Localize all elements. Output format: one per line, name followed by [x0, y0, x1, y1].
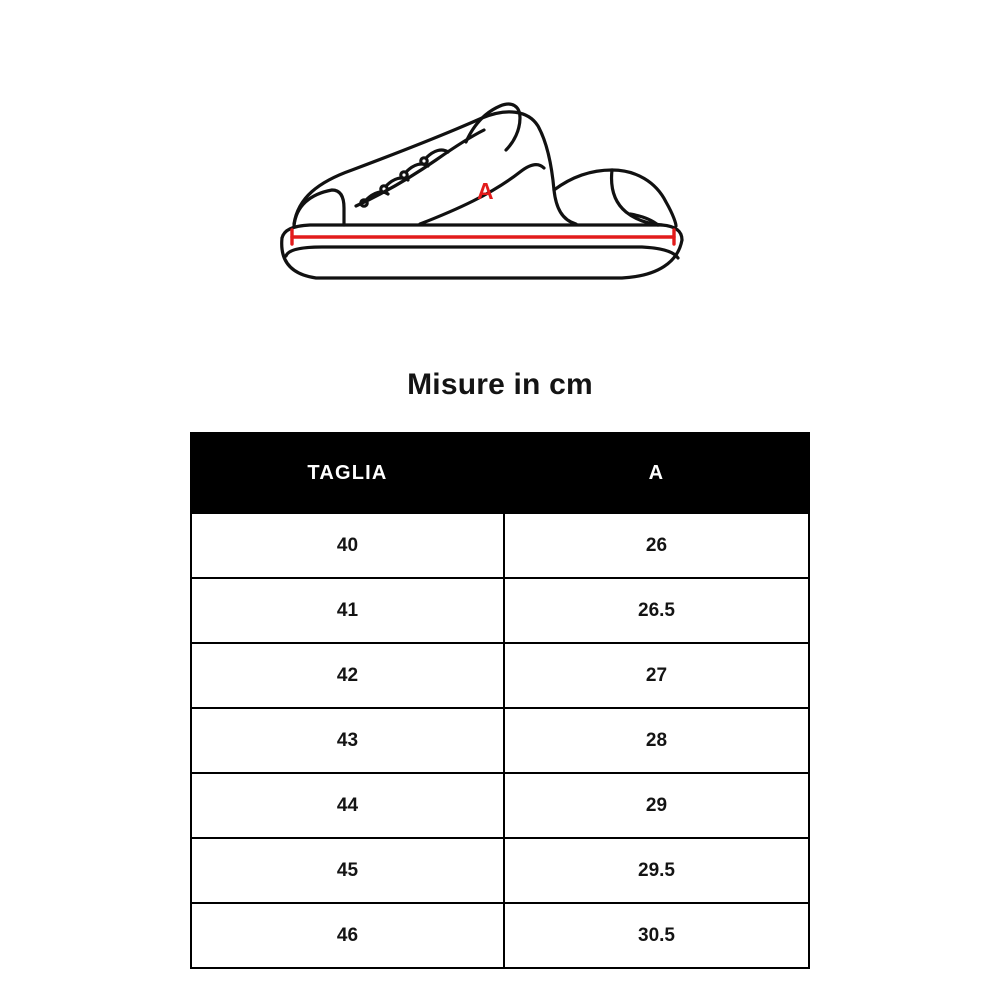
table-row: [191, 773, 809, 838]
column-header-a: A: [504, 433, 809, 513]
measure-label-a: A: [477, 178, 495, 204]
table-row: [191, 578, 809, 643]
cell-taglia: 42: [191, 643, 504, 708]
table-row: [191, 903, 809, 968]
cell-taglia: 45: [191, 838, 504, 903]
cell-taglia: 43: [191, 708, 504, 773]
cell-a: 29: [504, 773, 809, 838]
cell-a: 28: [504, 708, 809, 773]
sneaker-icon: [270, 90, 730, 340]
table-row: [191, 513, 809, 578]
measure-line-a: [292, 230, 674, 244]
cell-a: 26: [504, 513, 809, 578]
column-header-taglia: TAGLIA: [191, 433, 504, 513]
cell-a: 30.5: [504, 903, 809, 968]
table-row: [191, 643, 809, 708]
size-table-wrapper: [190, 432, 810, 969]
sneaker-illustration: [270, 90, 730, 340]
cell-taglia: 41: [191, 578, 504, 643]
size-table: [190, 432, 810, 969]
table-row: [191, 838, 809, 903]
cell-taglia: 46: [191, 903, 504, 968]
cell-taglia: 40: [191, 513, 504, 578]
cell-taglia: 44: [191, 773, 504, 838]
table-row: [191, 708, 809, 773]
caption-misure: Misure in cm: [407, 368, 593, 401]
table-header-row: [191, 433, 809, 513]
cell-a: 27: [504, 643, 809, 708]
cell-a: 29.5: [504, 838, 809, 903]
cell-a: 26.5: [504, 578, 809, 643]
